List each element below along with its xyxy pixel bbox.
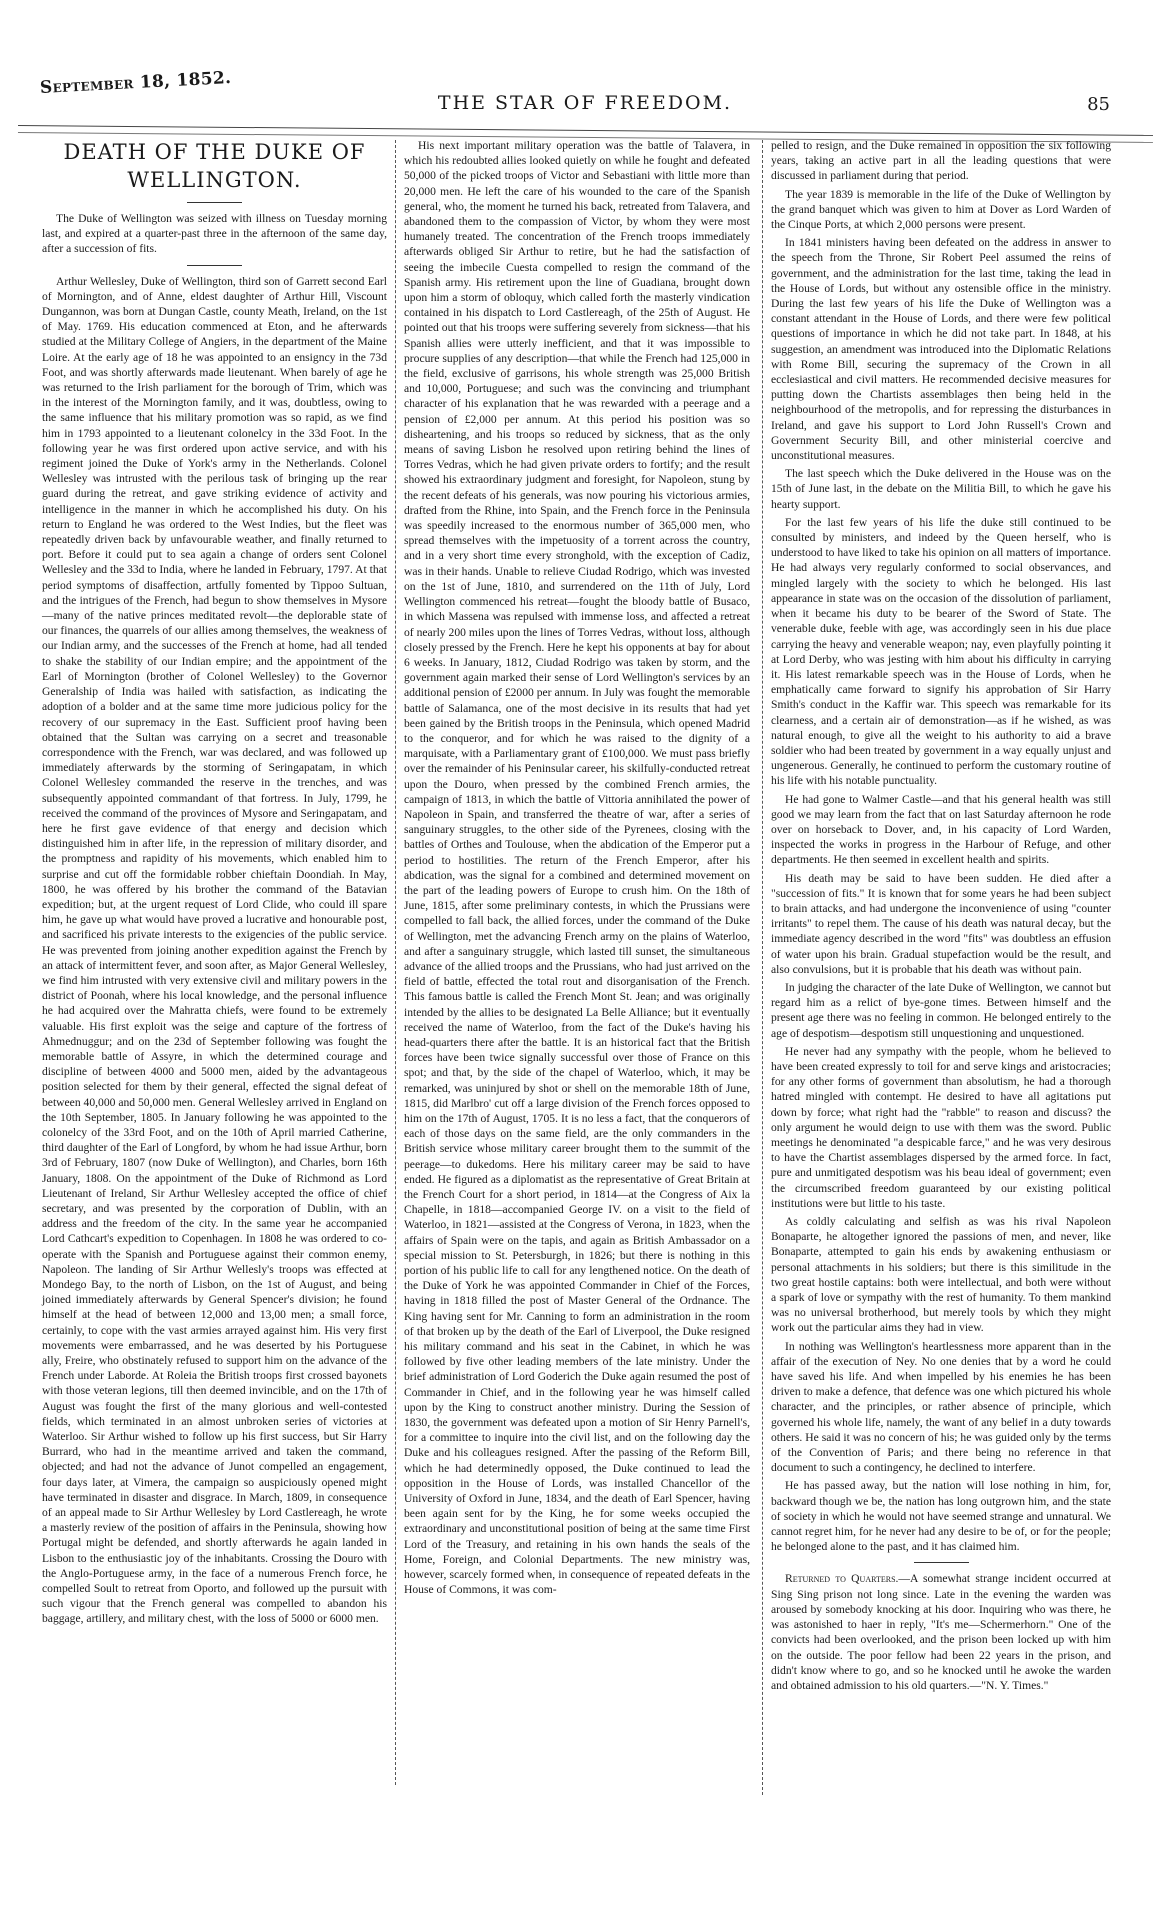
headline-line-2: WELLINGTON. [127, 168, 302, 192]
separator-rule [914, 1562, 969, 1563]
column-divider [395, 140, 396, 1785]
paragraph: pelled to resign, and the Duke remained in opposition the six following years, taking an active part in all the leading questions that were discussed in parliament during that period. [771, 139, 1111, 183]
paragraph: As coldly calculating and selfish as was his rival Napoleon Bonaparte, he altogether ignored the passions of men, and never, like Bonaparte, attempted to gain his ends by awakening enthusiasm or personal attachments in his soldiers; but there is this similitude in the two great hostile captains: both were intellectual, and both were without a spark of love or sympathy with the rest of humanity. To them mankind was no universal brotherhood, but merely tools by which they might work out the particular aims they had in view. [771, 1215, 1111, 1335]
news-item [771, 1571, 1111, 1693]
paragraph: The year 1839 is memorable in the life of the Duke of Wellington by the grand banquet which was given to him at Dover as Lord Warden of the Cinque Ports, at which 2,000 persons were present. [771, 187, 1111, 232]
newspaper-title: THE STAR OF FREEDOM. [437, 92, 733, 114]
paragraph: Arthur Wellesley, Duke of Wellington, third son of Garrett second Earl of Mornington, and of Anne, eldest daughter of Arthur Hill, Viscount Dungannon, was born at Dungan Castle, county Meath, Ireland, on the 1st of May. 1769. His education commenced at Eton, and he afterwards studied at the Military College of Angiers, in the department of the Maine Loire. At the early age of 18 he was appointed to an ensigncy in the 73d Foot, and was shortly afterwards made lieutenant. When barely of age he was returned to the Irish parliament for the borough of Trim, which was in the interest of the Mornington family, and it was, doubtless, owing to the same influence that his military promotion was so rapid, as we find him in 1793 appointed to a lieutenant colonelcy in the 33d Foot. In the following year he was first ordered upon active service, and with his regiment joined the Duke of York's army in the Netherlands. Colonel Wellesley was intrusted with the perilous task of bringing up the rear guard during the retreat, and gave striking evidence of activity and intelligence in the manner in which he accomplished his duty. On his return to England he was ordered to the West Indies, but the fleet was repeatedly driven back by unfavourable weather, and finally returned to port. Before it could put to sea again a change of orders sent Colonel Wellesley and the 33d to India, where he landed in February, 1797. At that period symptoms of disaffection, artfully fomented by Tippoo Sultuan, and the intrigues of the French, had begun to show themselves in Mysore—many of the native princes meditated revolt—the deplorable state of our finances, the quarrels of our allies among themselves, the weakness of our Indian army, and the successes of the French at home, had all tended to shake the stability of our Indian empire; and the appointment of the Earl of Mornington (brother of Colonel Wellesley) to the Governor Generalship of India was hailed with satisfaction, as indicating the adoption of a bolder and at the same time more judicious policy for the recovery of our supremacy in the East. Sufficient proof having been obtained that the Sultan was carrying on a secret and treasonable correspondence with the French, war was declared, and was followed up immediately afterwards by the storming of Seringapatam, in which Colonel Wellesley commanded the reserve in the trenches, and was subsequently appointed commandant of that fortress. In July, 1799, he received the command of the provinces of Mysore and Seringapatam, and here he first gave evidence of that energy and decision which distinguished him in after life, in the repression of military disorder, and the promptness and rapidity of his movements, which enabled him to surprise and cut off the formidable robber chieftain Doondiah. In May, 1800, he was offered by his brother the command of the Batavian expedition; but, at the urgent request of Lord Clide, who could ill spare him, he gave up what would have proved a lucrative and honourable post, and sacrificed his private interests to the exigencies of the public service. He was prevented from joining another expedition against the French by an attack of intermittent fever, and soon after, as Major General Wellesley, we find him intrusted with very extensive civil and military powers in the district of Poonah, where his local knowledge, and the personal influence he had acquired over the Mahratta chiefs, were found to be extremely valuable. His first exploit was the seige and capture of the fortress of Ahmednuggur; and on the 23d of September following was fought the memorable battle of Assyre, in which the determined courage and discipline of between 4000 and 5000 men, aided by the advantageous position selected for them by their general, effected the signal defeat of between 40,000 and 50,000 men. General Wellesley arrived in England on the 10th September, 1805. In January following he was appointed to the colonelcy of the 33rd Foot, and on the 10th of April married Catherine, third daughter of the Earl of Longford, by whom he had issue Arthur, born 3rd of February, 1807 (now Duke of Wellington), and Charles, born 16th January, 1808. On the appointment of the Duke of Richmond as Lord Lieutenant of Ireland, Sir Arthur Wellesley accepted the office of chief secretary, and was presented by the corporation of Dublin, with an address and the freedom of the city. In the same year he accompanied Lord Cathcart's expedition to Copenhagen. In 1808 he was ordered to co-operate with the Spanish and Portuguese against their common enemy, Napoleon. The landing of Sir Arthur Wellesly's troops was effected at Mondego Bay, to the north of Lisbon, on the 1st of August, and being joined immediately afterwards by General Spencer's division; he found himself at the head of between 12,000 and 13,00 men; a small force, certainly, to cope with the vast armies arrayed against him. His very first movements were embarrassed, and he was deserted by his Portuguese ally, Freire, who obstinately refused to support him on the advance of the French under Laborde. At Roleia the British troops first crossed bayonets with those veteran legions, till then deemed invincible, and on the 17th of August was fought the first of the many glorious and well-contested fields, which terminated in an almost unbroken series of victories at Waterloo. Sir Arthur wished to follow up his first success, but Sir Harry Burrard, who had in the meantime arrived and taken the command, objected; and had not the advance of Junot compelled an engagement, four days later, at Vimera, the campaign so auspiciously opened might have terminated in disaster and disgrace. In March, 1809, in consequence of an appeal made to Sir Arthur Wellesley by Lord Castlereagh, he wrote a masterly review of the position of affairs in the Peninsula, showing how Portugal might be defended, and shortly afterwards he again landed in Lisbon to the enthusiastic joy of the inhabitants. Crossing the Douro with the Anglo-Portuguese army, in the face of a numerous French force, he compelled Soult to retreat from Oporto, and followed up the pursuit with such vigour that the French general was compelled to abandon his baggage, artillery, and military chest, with the loss of 5000 or 6000 men. [42, 274, 388, 1626]
paragraph: The last speech which the Duke delivered in the House was on the 15th of June last, in the debate on the Militia Bill, to which he gave his hearty support. [771, 467, 1111, 511]
paragraph: He never had any sympathy with the people, whom he believed to have been created expressly to toil for and serve kings and aristocracies; for any other forms of government than absolutism, he had a thorough hatred mingled with contempt. He desired to have all agitations put down by force; what right had the "rabble" to reason and discuss? the only argument he would deign to use with them was the sword. Public meetings he denominated "a despicable farce," and he was very desirous to have the Chartist assemblages dispersed by the armed force. In fact, pure and unmitigated despotism was his beau ideal of government; even the circumscribed freedom guaranteed by our existing political institutions were but little to his taste. [771, 1044, 1111, 1210]
paragraph: He had gone to Walmer Castle—and that his general health was still good we may learn from the fact that on last Saturday afternoon he rode over on horseback to Dover, and, in his capacity of Lord Warden, inspected the works in progress in the Harbour of Refuge, and other departments. He then seemed in excellent health and spirits. [771, 792, 1111, 867]
article-headline [42, 138, 387, 194]
article-lead: The Duke of Wellington was seized with illness on Tuesday morning last, and expired at a quarter-past three in the afternoon of the same day, after a succession of fits. [42, 212, 387, 256]
paragraph: His death may be said to have been sudden. He died after a "succession of fits." It is known that for some years he had been subject to brain attacks, and had undergone the inconvenience of using "counter irritants" to repel them. The cause of his death was natural decay, but the immediate agency described in the word "fits" was doubtless an effusion of water upon his brain. Gradual stupefaction would be the result, and also convulsions, but it is probable that his death was without pain. [771, 871, 1111, 976]
paragraph: For the last few years of his life the duke still continued to be consulted by ministers, and indeed by the Queen herself, who is understood to have liked to take his opinion on all matters of importance. He had always very regularly conformed to social observances, and mingled largely with the society to which he belonged. His last appearance in state was on the occasion of the dissolution of parliament, when it became his duty to be bearer of the Sword of State. The venerable duke, feeble with age, was accordingly seen in his due place carrying the heavy and venerable weapon; nay, even playfully pointing it at Lord Derby, who was jesting with him about his difficulty in carrying it. His latest remarkable speech was in the House of Lords, when he emphatically came forward to signify his approbation of Sir Harry Smith's conduct in the Kaffir war. This speech was remarkable for its clearness, and a certain air of demonstration—as if he wished, as was natural enough, to give all the weight to his authority to aid a brave soldier who had been treated by government in a way equally unjust and ungenerous. Generally, he continued to perform the customary routine of his life with his notable punctuality. [771, 515, 1111, 788]
issue-date: September 18, 1852. [39, 67, 232, 98]
column-1 [42, 138, 387, 1630]
column-2 [404, 138, 750, 1601]
headline-line-1: DEATH OF THE DUKE OF [63, 140, 366, 164]
paragraph: In nothing was Wellington's heartlessness more apparent than in the affair of the execution of Ney. No one denies that by a word he could have saved his life. And when impelled by his enemies he has been driven to make a defence, that defence was one which pictured his whole character, and the principles, or rather absence of principle, which governed his whole life, namely, the want of any belief in a duty towards others. He said it was no concern of his; he was guided only by the terms of the Convention of Paris; and there being no reference in that document to such a contingency, he declined to interfere. [771, 1339, 1111, 1475]
page-number: 85 [1087, 94, 1110, 115]
news-item-title: Returned to Quarters. [785, 1572, 899, 1586]
paragraph: In 1841 ministers having been defeated on the address in answer to the speech from the Throne, Sir Robert Peel assumed the reins of government, and the administration for the last time, taking the lead in the House of Lords, but without any ostensible office in the ministry. During the last few years of his life the Duke of Wellington was a constant attendant in the House of Lords, and there were few political questions of importance in which he did not take part. In 1848, at his suggestion, an amendment was introduced into the Diplomatic Relations with Rome Bill, securing the supremacy of the Crown in all ecclesiastical and civil matters. He recommended decisive measures for putting down the Chartists assemblages then being held in the neighbourhood of the metropolis, and for repressing the disturbances in Ireland, and gave his support to Lord John Russell's Crown and Government Security Bill, and other ministerial coercive and unconstitutional measures. [771, 236, 1111, 463]
separator-rule [187, 265, 242, 266]
column-divider [762, 140, 763, 1795]
paragraph: He has passed away, but the nation will lose nothing in him, for, backward though we be, the nation has long outgrown him, and the state of society in which he would not have seemed strange and unnatural. We cannot regret him, for he never had any desire to be of, or for the people; he belonged alone to the past, and it has claimed him. [771, 1479, 1111, 1554]
paragraph: His next important military operation was the battle of Talavera, in which his redoubted allies looked quietly on while he fought and defeated 50,000 of the picked troops of Victor and Sebastiani with little more than 20,000 men. He left the care of his wounded to the care of the Spanish general, who, the moment he turned his back, retreated from Talavera, and abandoned them to the compassion of Victor, by whom they were most humanely treated. The concentration of the French troops immediately afterwards obliged Sir Arthur to retire, but he had the satisfaction of seeing the imbecile Cuesta compelled to resign the command of the Spanish army. His retirement upon the line of Guadiana, brought down upon him a storm of obloquy, which called forth the masterly vindication contained in his dispatch to Lord Castlereagh, of the 25th of August. He pointed out that his troops were suffering severely from sickness—that his Spanish allies were utterly inefficient, and that it was impossible to procure supplies of any description—that while the French had 125,000 in the field, exclusive of garrisons, his whole strength was 25,000 British and 10,000, Portuguese; and such was the convincing and triumphant character of his explanation that he was rewarded with a peerage and a pension of £2,000 per annum. At this period his position was so disheartening, and his troops so reduced by sickness, that as the only means of saving Lisbon he resolved upon retiring behind the lines of Torres Vedras, which he had given private orders to fortify; and the result showed his extraordinary judgment and foresight, for Napoleon, stung by the recent defeats of his generals, was now pouring his victorious armies, drafted from the Rhine, into Spain, and the French force in the Peninsula was speedily increased to the enormous number of 365,000 men, who spread themselves with the impetuosity of a torrent across the country, and in a very short time every stronghold, with the exception of Cadiz, was in their hands. Unable to relieve Ciudad Rodrigo, which was invested on the 1st of June, 1810, and surrendered on the 11th of July, Lord Wellington commenced his retreat—fought the bloody battle of Busaco, in which Massena was repulsed with immense loss, and affected a retreat of nearly 200 miles upon the lines of Torres Vedras, without loss, although closely pressed by the French. Here he kept his opponents at bay for about 6 weeks. In January, 1812, Ciudad Rodrigo was taken by storm, and the government again marked their sense of Lord Wellington's services by an additional pension of £2000 per annum. In July was fought the memorable battle of Salamanca, one of the most decisive in its results that had yet been gained by the British troops in the Peninsula, which opened Madrid to the conqueror, and for which he was raised to the dignity of a marquisate, with a Parliamentary grant of £100,000. We must pass briefly over the remainder of his Peninsular career, his skilfully-conducted retreat upon the Douro, when pressed by the combined French armies, the campaign of 1813, in which the battle of Vittoria annihilated the power of Napoleon in Spain, and transferred the theatre of war, after a series of sanguinary struggles, to the other side of the Pyrenees, closing with the battles of Orthes and Toulouse, when the abdication of the Emperor put a period to hostilities. The return of the French Emperor, after his abdication, was the signal for a combined and determined movement on the part of the leading powers of Europe to crush him. On the 18th of June, 1815, after some preliminary contests, in which the Prussians were compelled to fall back, the allied forces, under the command of the Duke of Wellington, met the advancing French army on the plains of Waterloo, and after a sanguinary struggle, which lasted till sunset, the simultaneous advance of the allied troops and the Prussians, who had just arrived on the field of battle, effected the total rout and disorganisation of the French. This famous battle is called the French Mont St. Jean; and was originally intended by the allies to be designated La Belle Alliance; but it eventually received the name of Waterloo, from the fact of the Duke's having his head-quarters there after the battle. It is an historical fact that the British forces have been twice signally successful over those of France on this spot; and that, by the side of the chapel of Waterloo, which, it may be remarked, was uninjured by shot or shell on the memorable 18th of June, 1815, did Marlbro' cut off a large division of the French forces opposed to him on the 17th of August, 1705. It is no less a fact, that the conquerors of each of those days on the same field, are the only commanders in the British service whose military career brought them to the summit of the peerage—to dukedoms. Here his military career may be said to have ended. He figured as a diplomatist as the representative of Great Britain at the French Court for a short period, in 1814—at the Congress of Aix la Chapelle, in 1818—accompanied George IV. on a visit to the field of Waterloo, in 1821—assisted at the Congress of Verona, in 1823, when the affairs of Spain were on the tapis, and again as British Ambassador on a special mission to St. Petersburgh, in 1826; but there is nothing in this portion of his public life to call for any lengthened notice. On the death of the Duke of York he was appointed Commander in Chief of the Forces, having in 1818 filled the post of Master General of the Ordnance. The King having sent for Mr. Canning to form an administration in the room of that broken up by the death of the Earl of Liverpool, the Duke resigned his military command and his seat in the Cabinet, in which he was followed by five other leading members of the late ministry. Under the brief administration of Lord Goderich the Duke again resumed the post of Commander in Chief, and in the following year he was himself called upon by the King to construct another ministry. During the Session of 1830, the government was defeated upon a motion of Sir Henry Parnell's, for a committee to inquire into the civil list, and on the following day the Duke and his colleagues resigned. After the passing of the Reform Bill, which he had determinedly opposed, the Duke continued to lead the opposition in the House of Lords, was installed Chancellor of the University of Oxford in June, 1834, and the death of Earl Spencer, having been again sent for by the King, he for some weeks occupied the extraordinary and unconstitutional position of being at the same time First Lord of the Treasury, and retaining in his own hands the seals of the Home, Foreign, and Colonial Departments. The new ministry was, however, scarcely formed when, in consequence of repeated defeats in the House of Commons, it was com- [404, 139, 750, 1597]
paragraph: In judging the character of the late Duke of Wellington, we cannot but regard him as a relict of bye-gone times. Between himself and the present age there was no feeling in common. He belonged entirely to the age of despotism—despotism still unquestioning and unquestioned. [771, 980, 1111, 1040]
news-item-body: —A somewhat strange incident occurred at Sing Sing prison not long since. Late in the evening the warden was aroused by somebody knocking at his door. Inquiring who was there, he was astonished to haer in reply, "It's me—Schermerhorn." One of the convicts had been overlooked, and the prison been locked up with him on the outside. The poor fellow had been 22 years in the prison, and didn't know where to go, and so he knocked until he awoke the warden and obtained admission to his old quarters.—"N. Y. Times." [771, 1572, 1111, 1692]
masthead [20, 67, 1150, 118]
separator-rule [187, 202, 242, 203]
column-3 [771, 138, 1111, 1696]
